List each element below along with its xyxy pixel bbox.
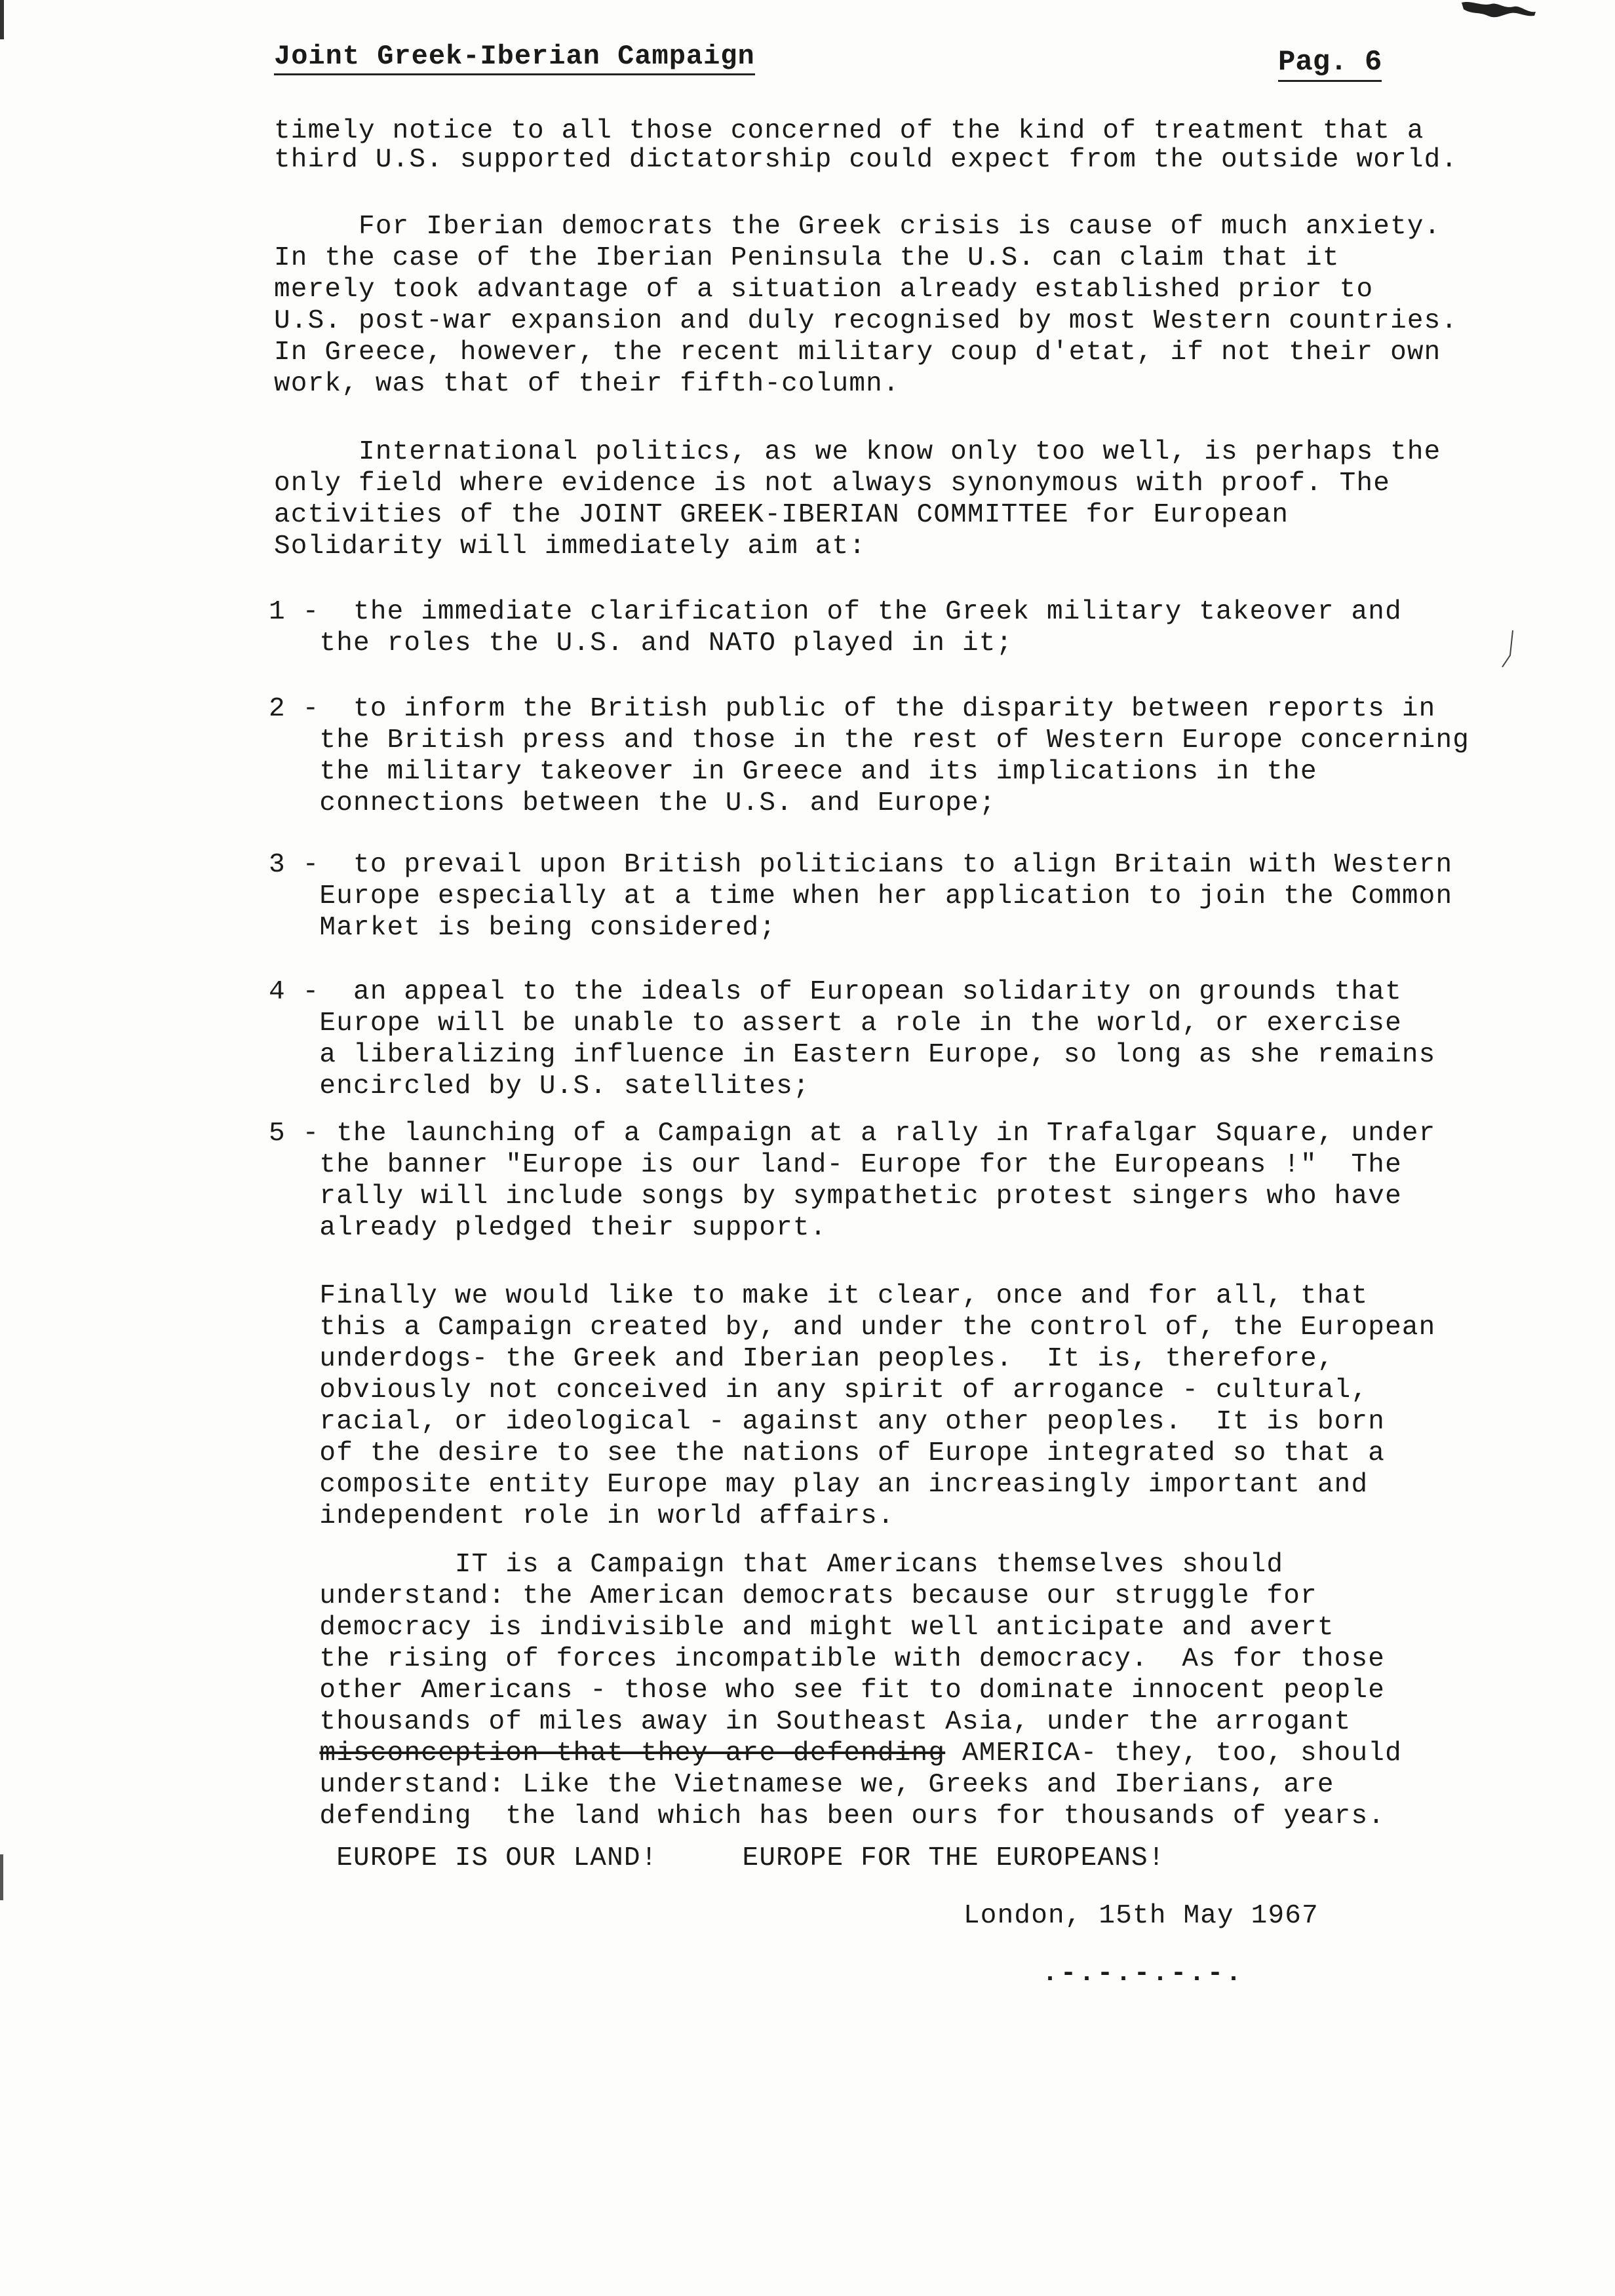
list-item-3-line-2: Europe especially at a time when her application to join the Common bbox=[269, 881, 1453, 911]
paragraph-continuation-line-2: third U.S. supported dictatorship could expect from the outside world. bbox=[274, 145, 1458, 175]
list-item-2-line-4: connections between the U.S. and Europe; bbox=[269, 788, 996, 818]
list-item-2-line-1: 2 - to inform the British public of the disparity between reports in bbox=[269, 694, 1436, 724]
paragraph-continuation-line-1: timely notice to all those concerned of the kind of treatment that a bbox=[274, 116, 1424, 146]
paragraph-iberian-line-5: In Greece, however, the recent military coup d'etat, if not their own bbox=[274, 337, 1441, 368]
paragraph-americans-strike-line bbox=[269, 1738, 1402, 1769]
paragraph-iberian-line-3: merely took advantage of a situation already established prior to bbox=[274, 275, 1374, 305]
list-item-5-line-2: the banner "Europe is our land- Europe for the Europeans !" The bbox=[269, 1150, 1402, 1180]
paragraph-iberian-line-4: U.S. post-war expansion and duly recognised by most Western countries. bbox=[274, 306, 1458, 336]
ink-blot-icon bbox=[1458, 0, 1537, 26]
paragraph-americans-line-9: defending the land which has been ours for thousands of years. bbox=[269, 1801, 1386, 1831]
list-item-5-line-3: rally will include songs by sympathetic protest singers who have bbox=[269, 1181, 1402, 1212]
paragraph-americans-line-3: democracy is indivisible and might well anticipate and avert bbox=[269, 1613, 1334, 1643]
paragraph-americans-line-4: the rising of forces incompatible with democracy. As for those bbox=[269, 1644, 1386, 1674]
list-item-4-line-2: Europe will be unable to assert a role in the world, or exercise bbox=[269, 1008, 1402, 1039]
paragraph-iberian-line-2: In the case of the Iberian Peninsula the U.S. can claim that it bbox=[274, 243, 1340, 273]
closing-dash-dots: .-.-.-.-.-. bbox=[1042, 1959, 1245, 1989]
list-item-3-line-3: Market is being considered; bbox=[269, 913, 777, 943]
paragraph-finally-line-7: composite entity Europe may play an increasingly important and bbox=[269, 1470, 1369, 1500]
list-item-4-line-3: a liberalizing influence in Eastern Europe, so long as she remains bbox=[269, 1040, 1436, 1070]
paragraph-finally-line-5: racial, or ideological - against any other peoples. It is born bbox=[269, 1407, 1386, 1437]
paragraph-americans-line-1: IT is a Campaign that Americans themselves should bbox=[269, 1550, 1284, 1580]
paragraph-finally-line-1: Finally we would like to make it clear, once and for all, that bbox=[269, 1281, 1369, 1311]
paragraph-finally-line-4: obviously not conceived in any spirit of arrogance - cultural, bbox=[269, 1375, 1369, 1406]
list-item-1-line-2: the roles the U.S. and NATO played in it; bbox=[269, 628, 1013, 659]
paragraph-americans-line-6: thousands of miles away in Southeast Asia, under the arrogant bbox=[269, 1707, 1352, 1737]
paragraph-politics-line-1: International politics, as we know only too well, is perhaps the bbox=[274, 437, 1441, 467]
scan-edge-mark-lower bbox=[0, 1854, 3, 1900]
paragraph-finally-line-3: underdogs- the Greek and Iberian peoples. It is, therefore, bbox=[269, 1344, 1334, 1374]
paragraph-politics-line-4: Solidarity will immediately aim at: bbox=[274, 531, 866, 562]
list-item-5-line-4: already pledged their support. bbox=[269, 1213, 827, 1243]
page-number: Pag. 6 bbox=[1278, 46, 1382, 82]
unstruck-text: AMERICA- they, too, should bbox=[945, 1738, 1402, 1769]
paragraph-politics-line-2: only field where evidence is not always synonymous with proof. The bbox=[274, 469, 1391, 499]
list-item-2-line-3: the military takeover in Greece and its implications in the bbox=[269, 757, 1317, 787]
list-item-4-line-4: encircled by U.S. satellites; bbox=[269, 1071, 810, 1101]
document-header-title: Joint Greek-Iberian Campaign bbox=[274, 41, 755, 75]
closing-slogan: EUROPE IS OUR LAND! EUROPE FOR THE EUROPEANS! bbox=[269, 1843, 1165, 1873]
paragraph-americans-line-2: understand: the American democrats because our struggle for bbox=[269, 1581, 1317, 1611]
list-item-2-line-2: the British press and those in the rest of Western Europe concerning bbox=[269, 725, 1470, 756]
list-item-4-line-1: 4 - an appeal to the ideals of European solidarity on grounds that bbox=[269, 977, 1402, 1007]
scan-edge-mark bbox=[0, 0, 4, 39]
paragraph-finally-line-2: this a Campaign created by, and under the control of, the European bbox=[269, 1312, 1436, 1343]
paragraph-iberian-line-1: For Iberian democrats the Greek crisis is cause of much anxiety. bbox=[274, 212, 1441, 242]
paragraph-finally-line-6: of the desire to see the nations of Europe integrated so that a bbox=[269, 1438, 1386, 1468]
signoff-date: London, 15th May 1967 bbox=[963, 1901, 1319, 1931]
paragraph-americans-line-8: understand: Like the Vietnamese we, Greeks and Iberians, are bbox=[269, 1770, 1334, 1800]
struck-text: misconception that they are defending bbox=[319, 1738, 946, 1769]
paragraph-finally-line-8: independent role in world affairs. bbox=[269, 1501, 895, 1531]
paragraph-americans-line-5: other Americans - those who see fit to dominate innocent people bbox=[269, 1675, 1386, 1706]
margin-tick-mark bbox=[1501, 629, 1514, 668]
list-item-3-line-1: 3 - to prevail upon British politicians to align Britain with Western bbox=[269, 850, 1453, 880]
paragraph-iberian-line-6: work, was that of their fifth-column. bbox=[274, 369, 900, 399]
paragraph-politics-line-3: activities of the JOINT GREEK-IBERIAN COMMITTEE for European bbox=[274, 500, 1289, 530]
list-item-5-line-1: 5 - the launching of a Campaign at a rally in Trafalgar Square, under bbox=[269, 1119, 1436, 1149]
list-item-1-line-1: 1 - the immediate clarification of the Greek military takeover and bbox=[269, 597, 1402, 627]
